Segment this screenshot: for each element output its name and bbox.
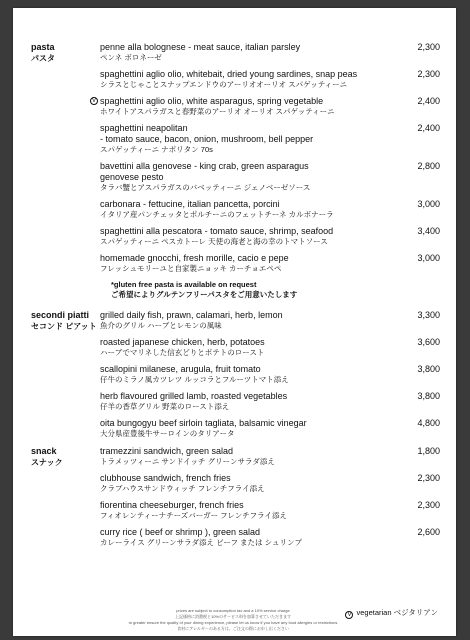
item-price: 4,800: [417, 418, 440, 428]
item-name-jp: 仔牛のミラノ風カツレツ ルッコラとフルーツトマト添え: [100, 375, 289, 384]
menu-item: [91, 96, 440, 117]
item-name-jp: ペンネ ボロネーゼ: [100, 53, 162, 62]
menu-item: [100, 337, 440, 358]
vegetarian-icon: V: [347, 612, 352, 618]
item-price: 2,300: [417, 500, 440, 510]
vegetarian-legend: [345, 608, 438, 618]
note-jp: ご希望によりグルテンフリーパスタをご用意いたします: [111, 290, 298, 299]
footer-line: 上記価格に消費税と10%のサービス料を加算させていただきます: [174, 614, 291, 619]
item-name-jp: カレーライス グリーンサラダ添え ビーフ または シュリンプ: [100, 538, 302, 547]
item-price: 1,800: [417, 446, 440, 456]
footer-line: 食材にアレルギーのある方は、ご注文の際にお申し出ください: [177, 626, 289, 631]
item-name-jp: ホワイトアスパラガスと春野菜のアーリオ オーリオ スパゲッティーニ: [100, 107, 335, 116]
item-name: scallopini milanese, arugula, fruit tomato: [100, 364, 261, 374]
item-price: 3,600: [417, 337, 440, 347]
item-name-jp: シラスとじゃことスナップエンドウのアーリオオーリオ スパゲッティーニ: [100, 80, 348, 89]
item-price: 3,000: [417, 253, 440, 263]
footer-line: prices are subject to consumption tax and a 10% service charge: [176, 608, 290, 613]
item-name-jp: スパゲッティーニ ナポリタン 70s: [100, 145, 213, 154]
menu-item: [100, 123, 440, 155]
menu-item: [100, 364, 440, 385]
menu-item: [100, 69, 440, 90]
item-name: herb flavoured grilled lamb, roasted vegetables: [100, 391, 288, 401]
item-price: 2,300: [417, 69, 440, 79]
item-price: 3,400: [417, 226, 440, 236]
item-name-jp: クラブハウスサンドウィッチ フレンチフライ添え: [100, 484, 265, 493]
section-title-jp: パスタ: [31, 54, 55, 63]
item-name-jp: イタリア産パンチェッタとポルチーニのフェットチーネ カルボナーラ: [100, 210, 334, 219]
item-name: fiorentina cheeseburger, french fries: [100, 500, 244, 510]
item-name: penne alla bolognese - meat sauce, italian parsley: [100, 42, 301, 52]
item-price: 3,800: [417, 391, 440, 401]
item-name-jp: 大分県産豊後牛サーロインのタリアータ: [100, 429, 235, 438]
item-name-jp: 魚介のグリル ハーブとレモンの風味: [100, 321, 222, 330]
item-name-jp: 仔羊の香草グリル 野菜のロースト添え: [100, 402, 230, 411]
menu-item: [100, 473, 440, 494]
footer-notes: [83, 608, 383, 632]
menu-item: [100, 391, 440, 412]
item-name: spaghettini alla pescatora - tomato sauce, shrimp, seafood: [100, 226, 334, 236]
item-name: curry rice ( beef or shrimp ), green salad: [100, 527, 261, 537]
item-price: 2,300: [417, 42, 440, 52]
item-name-jp: スパゲッティーニ ペスカトーレ 天使の海老と海の幸のトマトソース: [100, 237, 328, 246]
item-price: 2,300: [417, 473, 440, 483]
menu-item: [100, 226, 440, 247]
menu-item: [100, 310, 440, 331]
item-price: 3,000: [417, 199, 440, 209]
item-name: spaghettini neapolitan: [100, 123, 188, 133]
gluten-free-note: [111, 280, 297, 300]
section-title-jp: セコンド ピアット: [31, 322, 97, 331]
item-name: homemade gnocchi, fresh morille, cacio e pepe: [100, 253, 289, 263]
footer-line: to greater ensure the quality of your dining experience, please let us know if you have any food allergies or restrictions: [128, 620, 338, 625]
item-name-jp: フィオレンティーナチーズバーガー フレンチフライ添え: [100, 511, 287, 520]
section-title: [31, 42, 55, 64]
item-name-jp: タラバ蟹とアスパラガスのバベッティーニ ジェノベーゼソース: [100, 183, 311, 192]
vegetarian-icon: V: [91, 98, 96, 104]
menu-item: [100, 161, 440, 193]
item-name: spaghettini aglio olio, whitebait, dried young sardines, snap peas: [100, 69, 358, 79]
item-price: 2,400: [417, 96, 440, 106]
menu-page: [13, 8, 456, 636]
item-name-jp: フレッシュモリーユと自家製ニョッキ カーチョエペペ: [100, 264, 282, 273]
section-title-en: snack: [31, 446, 57, 456]
item-name: carbonara - fettucine, italian pancetta, porcini: [100, 199, 280, 209]
section-title: [31, 446, 63, 468]
menu-item: [100, 42, 440, 63]
item-name: oita bungogyu beef sirloin tagliata, balsamic vinegar: [100, 418, 307, 428]
item-name: tramezzini sandwich, green salad: [100, 446, 234, 456]
menu-item: [100, 253, 440, 274]
menu-item: [100, 199, 440, 220]
section-title-en: secondi piatti: [31, 310, 90, 320]
item-name-jp: トラメッツィーニ サンドイッチ グリーンサラダ添え: [100, 457, 275, 466]
menu-item: [100, 446, 440, 467]
item-description: - tomato sauce, bacon, onion, mushroom, bell pepper: [100, 134, 314, 144]
section-title: [31, 310, 97, 332]
menu-item: [100, 418, 440, 439]
item-price: 2,400: [417, 123, 440, 133]
menu-item: [100, 527, 440, 548]
item-price: 2,600: [417, 527, 440, 537]
item-price: 3,800: [417, 364, 440, 374]
item-price: 3,300: [417, 310, 440, 320]
section-title-jp: スナック: [31, 458, 63, 467]
menu-item: [100, 500, 440, 521]
item-description: genovese pesto: [100, 172, 164, 182]
vegetarian-label: vegetarian ベジタリアン: [356, 608, 438, 617]
item-name: roasted japanese chicken, herb, potatoes: [100, 337, 265, 347]
item-name: clubhouse sandwich, french fries: [100, 473, 231, 483]
note-en: *gluten free pasta is available on request: [111, 280, 257, 289]
item-name-jp: ハーブでマリネした信玄どりとポテトのロースト: [100, 348, 265, 357]
item-price: 2,800: [417, 161, 440, 171]
section-title-en: pasta: [31, 42, 55, 52]
item-name: grilled daily fish, prawn, calamari, herb, lemon: [100, 310, 283, 320]
item-name: bavettini alla genovese - king crab, green asparagus: [100, 161, 309, 171]
item-name: spaghettini aglio olio, white asparagus, spring vegetable: [100, 96, 324, 106]
